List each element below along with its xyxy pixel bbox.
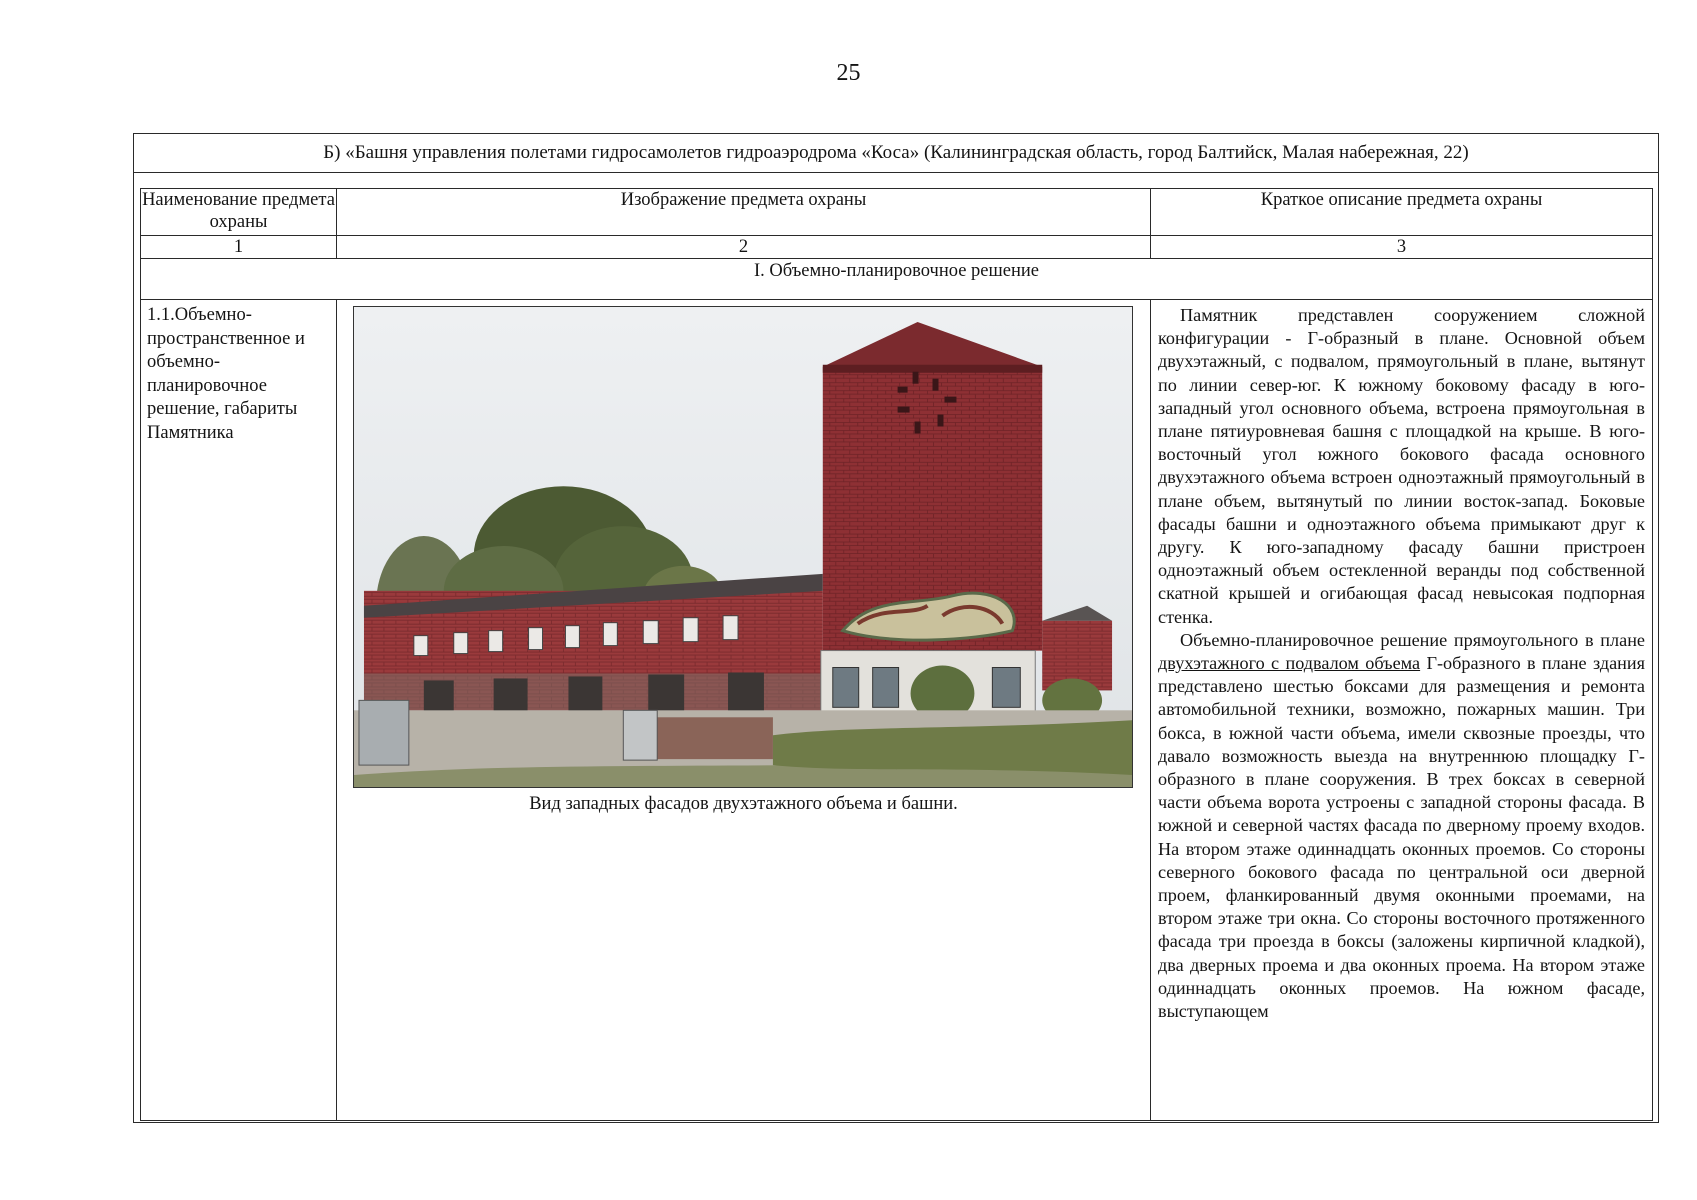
column-number-1: 1 bbox=[141, 236, 337, 259]
table-row bbox=[141, 300, 1653, 1121]
protection-table bbox=[140, 188, 1653, 1121]
header-row bbox=[141, 189, 1653, 236]
description-p2-underlined: двухэтажного с подвалом объема bbox=[1158, 653, 1421, 674]
column-number-2: 2 bbox=[337, 236, 1151, 259]
section-title: I. Объемно-планировочное решение bbox=[141, 259, 1653, 300]
column-number-3: 3 bbox=[1151, 236, 1653, 259]
object-title: Б) «Башня управления полетами гидросамолетов гидроаэродрома «Коса» (Калининградская область, город Балтийск, Малая набережная, 22) bbox=[133, 133, 1659, 173]
building-photo bbox=[353, 306, 1133, 788]
item-description bbox=[1158, 304, 1645, 1023]
image-caption: Вид западных фасадов двухэтажного объема и башни. bbox=[529, 794, 958, 814]
column-number-row bbox=[141, 236, 1653, 259]
header-description: Краткое описание предмета охраны bbox=[1151, 189, 1653, 236]
description-paragraph-2 bbox=[1158, 629, 1645, 1023]
page-number: 25 bbox=[836, 60, 861, 86]
item-description-cell bbox=[1151, 300, 1653, 1121]
item-name: 1.1.Объемно-пространственное и объемно-планировочное решение, габариты Памятника bbox=[141, 300, 337, 1121]
header-name: Наименование предмета охраны bbox=[141, 189, 337, 236]
description-p2-start: Объемно-планировочное решение прямоугольного в плане bbox=[1180, 629, 1645, 650]
header-image: Изображение предмета охраны bbox=[337, 189, 1151, 236]
description-p2-rest: Г-образного в плане здания представлено шестью боксами для размещения и ремонта автомобильной техники, возможно, пожарных машин. Три бокса, в южной части объема, имели сквозные проезды, что давало возможность выезда на внутреннюю площадку Г-образного в плане сооружения. В трех боксах в северной части объема ворота устроены с западной стороны фасада. В южной и северной частях фасада по дверному проему входов. На втором этаже одиннадцать оконных проемов. Со стороны северного бокового фасада по центральной оси дверной проем, фланкированный двумя оконными проемами, на втором этаже три окна. Со стороны восточного протяженного фасада три проезда в боксы (заложены кирпичной кладкой), два дверных проема и два оконных проема. На втором этаже одиннадцать оконных проемов. На южном фасаде, выступающем bbox=[1158, 653, 1645, 1022]
section-row bbox=[141, 259, 1653, 300]
item-image-cell bbox=[337, 300, 1151, 1121]
description-paragraph-1: Памятник представлен сооружением сложной конфигурации - Г-образный в плане. Основной объем двухэтажный, с подвалом, прямоугольный в плане, вытянут по линии север-юг. К южному боковому фасаду в юго-западный угол основного объема, встроена прямоугольная в плане пятиуровневая башня с площадкой на крыше. В юго-восточный угол южного бокового фасада основного двухэтажного объема встроен одноэтажный прямоугольный в плане объем, вытянутый по линии восток-запад. Боковые фасады башни и одноэтажного объема примыкают друг к другу. К юго-западному фасаду башни пристроен одноэтажный объем остекленной веранды под собственной скатной крышей и огибающая фасад невысокая подпорная стенка. bbox=[1158, 305, 1645, 627]
